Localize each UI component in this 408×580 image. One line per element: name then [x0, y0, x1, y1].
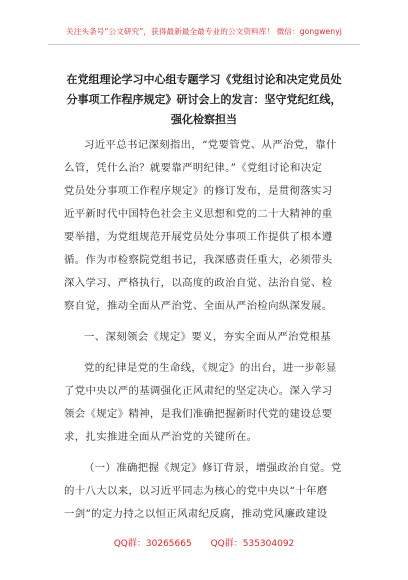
subsection-heading: （一）准确把握《规定》修订背景，增强政治自觉。党 — [84, 462, 342, 474]
section-heading: 一、深刻领会《规定》要义，夯实全面从严治党根基 — [84, 331, 332, 343]
paragraph-line: 深入学习、严格执行，以高度的政治自觉、法治自觉、检 — [64, 277, 333, 289]
paragraph-line: 习近平总书记深刻指出，“党要管党、从严治党，靠什 — [84, 139, 337, 151]
title-line-1: 在党组理论学习中心组专题学习《党组讨论和决定党员处 — [66, 73, 342, 86]
document-title — [56, 70, 352, 130]
title-line-3: 强化检察担当 — [171, 113, 237, 126]
paragraph-line: 领会《规定》精神，是我们准确把握新时代党的建设总要 — [64, 408, 333, 420]
paragraph-line: 循。作为市检察院党组书记，我深感责任重大，必须带头 — [64, 254, 333, 266]
paragraph-line: 近平新时代中国特色社会主义思想和党的二十大精神的重 — [64, 208, 333, 220]
footer-qq-groups — [0, 536, 408, 549]
paragraph-line: 么管，凭什么治？就要靠严明纪律。”《党组讨论和决定 — [64, 162, 323, 174]
paragraph-line: 了党中央以严的基调强化正风肃纪的坚定决心。深入学习 — [64, 385, 333, 397]
footer-qq-group-2: QQ群：535304092 — [210, 539, 295, 549]
header-promo-text: 关注头条号“公文研究”，获得最新最全最专业的公文资料库！ 微信：gongwenyj — [66, 27, 342, 36]
document-body — [64, 134, 342, 526]
paragraph-line: 要举措，为党组规范开展党员处分事项工作提供了根本遵 — [64, 231, 333, 243]
title-line-2: 分事项工作程序规定》研讨会上的发言：坚守党纪红线， — [66, 93, 342, 106]
paragraph-line: 党的纪律是党的生命线，《规定》的出台，进一步彰显 — [84, 362, 337, 374]
paragraph-line: 察自觉，推动全面从严治党、全面从严治检向纵深发展。 — [64, 300, 333, 312]
paragraph-line: 一剑”的定力持之以恒正风肃纪反腐，推动党风廉政建设 — [64, 508, 328, 520]
footer-qq-group-1: QQ群：30265665 — [113, 539, 192, 549]
paragraph-line: 求，扎实推进全面从严治党的关键所在。 — [64, 431, 258, 443]
paragraph-line: 党员处分事项工作程序规定》的修订发布，是贯彻落实习 — [64, 185, 333, 197]
header-divider — [48, 44, 360, 45]
paragraph-line: 的十八大以来，以习近平同志为核心的党中央以“十年磨 — [64, 485, 328, 497]
